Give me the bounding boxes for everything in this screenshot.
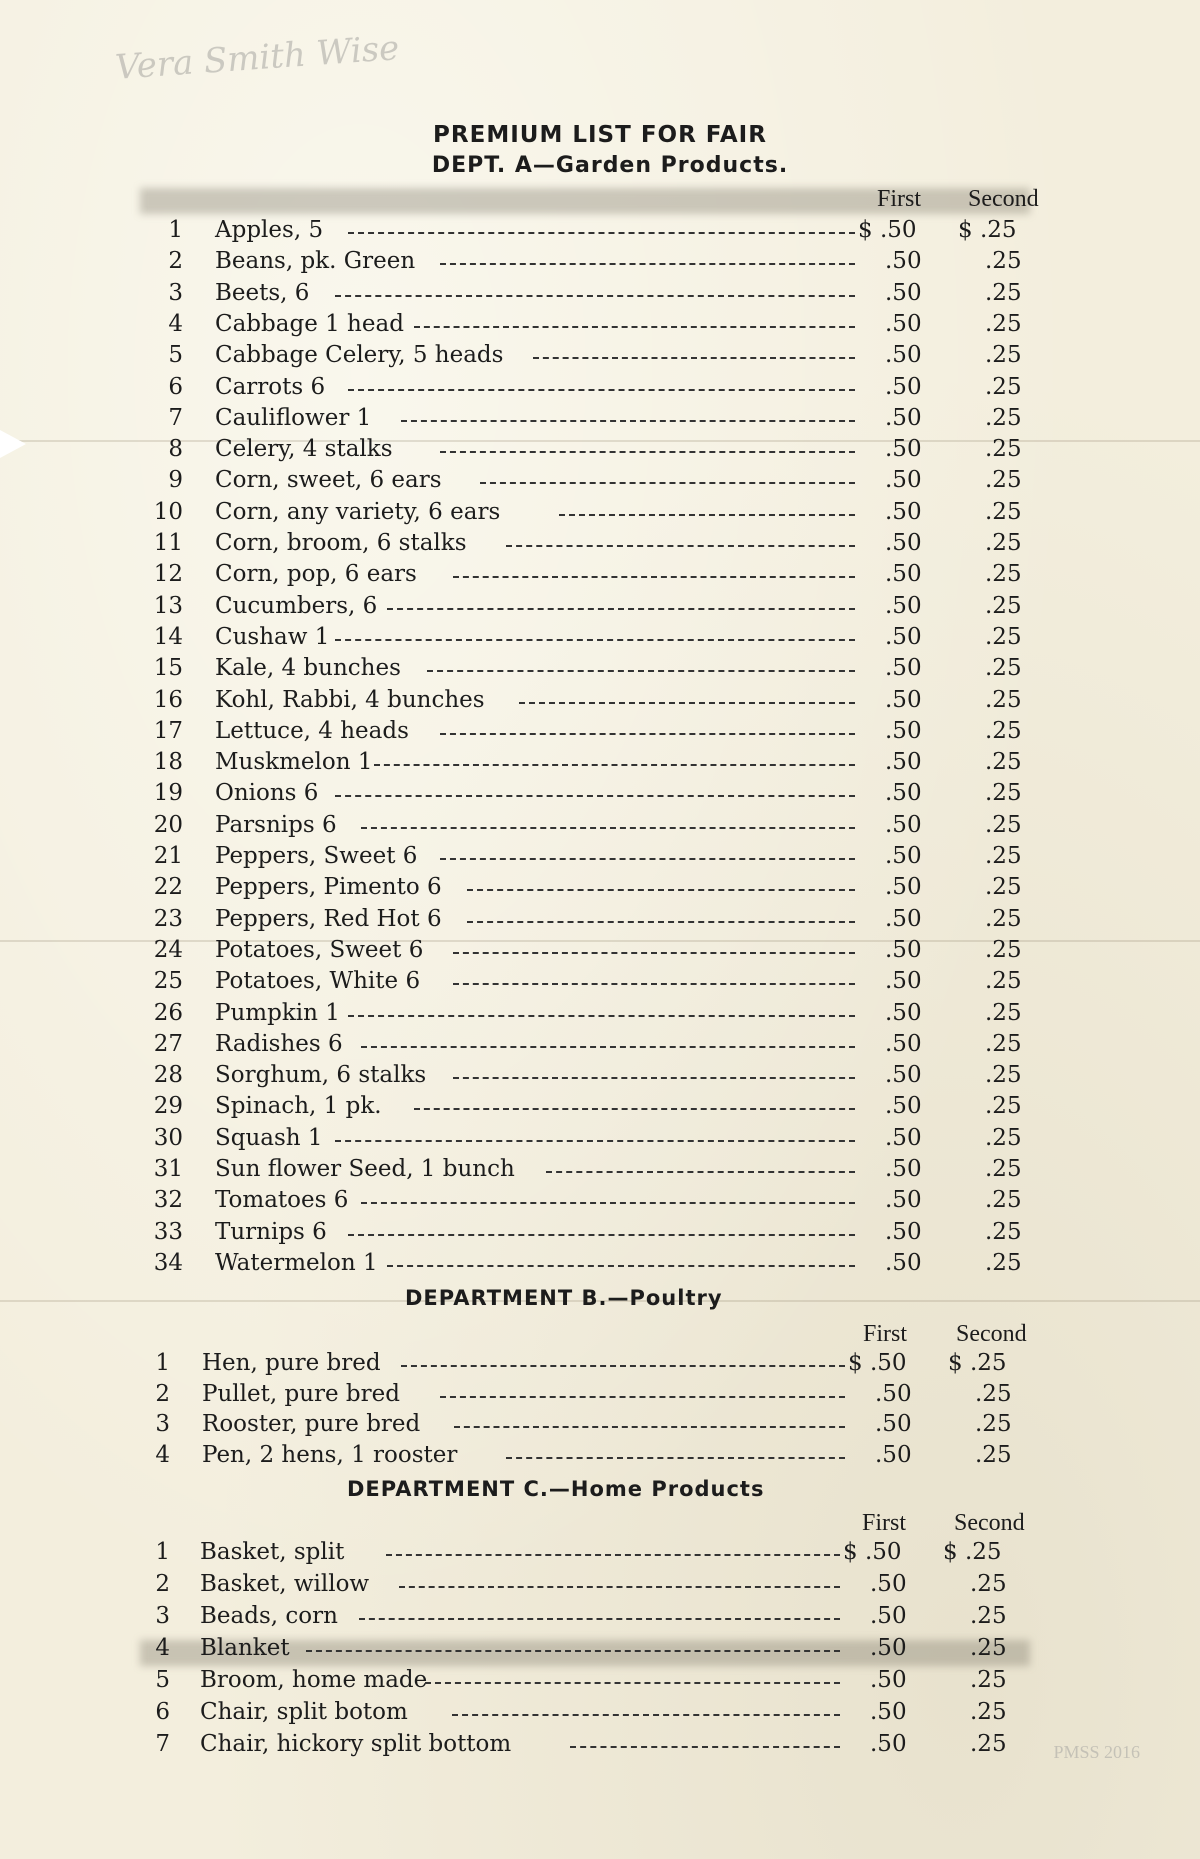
list-item [0, 528, 1200, 558]
item-number: 1 [155, 1539, 170, 1565]
dotted-leader [454, 1426, 845, 1428]
first-prize-value: .50 [885, 749, 922, 776]
second-prize-value: .25 [985, 404, 1022, 431]
second-prize-value: .25 [985, 874, 1022, 901]
first-prize-value: .50 [885, 1124, 922, 1151]
second-prize-value: .25 [975, 1380, 1012, 1407]
dotted-leader [467, 889, 855, 891]
dotted-leader [414, 326, 855, 328]
item-name: Pumpkin 1 [215, 999, 340, 1026]
first-prize-value: .50 [885, 1062, 922, 1089]
item-number: 27 [153, 1030, 183, 1057]
item-name: Rooster, pure bred [202, 1411, 421, 1437]
item-number: 24 [153, 936, 183, 963]
list-item [0, 372, 1200, 402]
item-number: 25 [153, 968, 183, 995]
list-item [0, 340, 1200, 370]
item-name: Watermelon 1 [215, 1249, 378, 1276]
first-prize-value: .50 [885, 342, 922, 369]
item-number: 26 [153, 999, 183, 1026]
item-name: Cushaw 1 [215, 623, 330, 650]
second-prize-value: .25 [985, 999, 1022, 1026]
second-prize-value: .25 [985, 811, 1022, 838]
dotted-leader [519, 702, 855, 704]
second-prize-value: .25 [970, 1571, 1007, 1597]
first-prize-value: .50 [885, 561, 922, 588]
list-item [0, 1697, 1200, 1727]
item-name: Cabbage Celery, 5 heads [215, 342, 504, 369]
item-name: Apples, 5 [215, 217, 324, 243]
dotted-leader [401, 420, 855, 422]
second-prize-value: .25 [985, 655, 1022, 682]
list-item [0, 1217, 1200, 1247]
first-prize-value: .50 [885, 686, 922, 713]
item-name: Cabbage 1 head [215, 310, 404, 337]
dept-c-second-header: Second [954, 1510, 1025, 1536]
item-name: Tomatoes 6 [215, 1187, 349, 1214]
list-item [0, 747, 1200, 777]
second-prize-value: .25 [985, 436, 1022, 463]
item-number: 10 [153, 498, 183, 525]
second-prize-value: $ .25 [958, 217, 1017, 243]
second-prize-value: .25 [985, 592, 1022, 619]
dotted-leader [359, 1618, 840, 1620]
item-number: 18 [153, 749, 183, 776]
list-item [0, 465, 1200, 495]
first-prize-value: .50 [885, 843, 922, 869]
dotted-leader [506, 1457, 845, 1459]
first-prize-value: .50 [885, 1093, 922, 1120]
second-prize-value: .25 [970, 1635, 1007, 1661]
first-prize-value: .50 [885, 1156, 922, 1182]
second-prize-value: .25 [985, 1218, 1022, 1245]
item-number: 30 [153, 1124, 183, 1151]
item-number: 2 [168, 248, 183, 275]
handwritten-signature: Vera Smith Wise [113, 28, 401, 88]
dept-a-heading: DEPT. A—Garden Products. [431, 153, 789, 178]
first-prize-value: .50 [885, 1030, 922, 1057]
item-name: Kohl, Rabbi, 4 bunches [215, 686, 485, 713]
second-prize-value: .25 [970, 1603, 1007, 1629]
second-prize-value: .25 [985, 905, 1022, 932]
item-name: Corn, pop, 6 ears [215, 561, 417, 588]
list-item [0, 403, 1200, 433]
dotted-leader [440, 263, 855, 265]
second-prize-value: .25 [975, 1441, 1012, 1468]
list-item [0, 309, 1200, 339]
item-number: 3 [155, 1603, 170, 1629]
second-prize-value: .25 [985, 373, 1022, 400]
list-item [0, 653, 1200, 683]
first-prize-value: .50 [885, 717, 922, 744]
list-item [0, 1601, 1200, 1631]
dotted-leader [570, 1746, 840, 1748]
item-number: 13 [153, 592, 183, 619]
item-number: 31 [153, 1156, 183, 1182]
item-name: Onions 6 [215, 780, 319, 807]
second-prize-value: .25 [970, 1667, 1007, 1693]
first-prize-value: .50 [885, 436, 922, 463]
second-prize-value: .25 [985, 561, 1022, 588]
first-prize-value: .50 [870, 1731, 907, 1757]
item-name: Peppers, Red Hot 6 [215, 905, 442, 932]
list-item [0, 1633, 1200, 1663]
first-prize-value: .50 [875, 1380, 912, 1407]
item-number: 4 [168, 310, 183, 337]
first-prize-value: .50 [885, 623, 922, 650]
item-number: 2 [155, 1380, 170, 1407]
first-prize-value: .50 [885, 1218, 922, 1245]
dotted-leader [361, 1202, 855, 1204]
item-name: Hen, pure bred [202, 1350, 381, 1376]
list-item [0, 1248, 1200, 1278]
first-prize-value: .50 [885, 874, 922, 901]
item-number: 7 [168, 404, 183, 431]
first-prize-value: .50 [885, 592, 922, 619]
list-item [0, 1185, 1200, 1215]
dept-c-heading: DEPARTMENT C.—Home Products [347, 1477, 765, 1501]
item-number: 17 [153, 717, 183, 744]
item-name: Sorghum, 6 stalks [215, 1062, 427, 1089]
first-prize-value: .50 [885, 999, 922, 1026]
dotted-leader [440, 451, 855, 453]
dotted-leader [440, 1396, 845, 1398]
first-prize-value: .50 [885, 310, 922, 337]
item-name: Potatoes, Sweet 6 [215, 936, 424, 963]
dotted-leader [533, 357, 855, 359]
second-prize-value: .25 [985, 623, 1022, 650]
second-prize-value: .25 [985, 843, 1022, 869]
dotted-leader [452, 1714, 840, 1716]
item-number: 33 [153, 1218, 183, 1245]
list-item [0, 1409, 1200, 1439]
item-name: Beans, pk. Green [215, 248, 416, 275]
item-number: 15 [153, 655, 183, 682]
item-name: Squash 1 [215, 1124, 323, 1151]
first-prize-value: .50 [870, 1571, 907, 1597]
second-prize-value: .25 [970, 1699, 1007, 1725]
first-prize-value: .50 [885, 968, 922, 995]
list-item [0, 935, 1200, 965]
item-number: 4 [155, 1635, 170, 1661]
second-prize-value: .25 [985, 936, 1022, 963]
item-number: 11 [153, 530, 183, 556]
dotted-leader [348, 232, 855, 234]
dotted-leader [387, 608, 855, 610]
item-number: 8 [168, 436, 183, 463]
page-title: PREMIUM LIST FOR FAIR [433, 122, 767, 148]
item-number: 3 [168, 279, 183, 306]
list-item [0, 497, 1200, 527]
first-prize-value: .50 [885, 780, 922, 807]
list-item [0, 810, 1200, 840]
list-item [0, 1123, 1200, 1153]
second-prize-value: .25 [985, 310, 1022, 337]
second-prize-value: .25 [985, 1093, 1022, 1120]
dotted-leader [414, 1108, 855, 1110]
dotted-leader [348, 389, 855, 391]
dotted-leader [427, 670, 855, 672]
second-prize-value: .25 [985, 1156, 1022, 1182]
first-prize-value: $ .50 [843, 1539, 902, 1565]
dotted-leader [361, 827, 855, 829]
item-name: Muskmelon 1 [215, 749, 373, 776]
item-number: 28 [153, 1062, 183, 1089]
second-prize-value: .25 [985, 279, 1022, 306]
item-name: Lettuce, 4 heads [215, 717, 409, 744]
first-prize-value: .50 [885, 373, 922, 400]
item-number: 5 [168, 342, 183, 369]
dotted-leader [453, 952, 855, 954]
item-name: Pen, 2 hens, 1 rooster [202, 1441, 458, 1468]
second-prize-value: .25 [985, 1030, 1022, 1057]
first-prize-value: .50 [870, 1603, 907, 1629]
dotted-leader [453, 576, 855, 578]
item-name: Radishes 6 [215, 1030, 343, 1057]
first-prize-value: .50 [875, 1441, 912, 1468]
first-prize-value: .50 [885, 905, 922, 932]
list-item [0, 778, 1200, 808]
item-name: Cauliflower 1 [215, 404, 372, 431]
item-number: 20 [153, 811, 183, 838]
list-item [0, 1665, 1200, 1695]
item-name: Turnips 6 [215, 1218, 327, 1245]
dotted-leader [335, 1140, 855, 1142]
second-prize-value: .25 [985, 749, 1022, 776]
list-item [0, 685, 1200, 715]
first-prize-value: .50 [870, 1635, 907, 1661]
list-item [0, 716, 1200, 746]
item-name: Peppers, Pimento 6 [215, 874, 442, 901]
item-name: Peppers, Sweet 6 [215, 843, 418, 869]
item-name: Chair, hickory split bottom [200, 1731, 512, 1757]
item-number: 12 [153, 561, 183, 588]
list-item [0, 1091, 1200, 1121]
item-name: Beets, 6 [215, 279, 310, 306]
item-name: Spinach, 1 pk. [215, 1093, 382, 1120]
first-prize-value: .50 [885, 936, 922, 963]
item-name: Corn, broom, 6 stalks [215, 530, 467, 556]
dotted-leader [374, 764, 855, 766]
dept-a-first-header: First [877, 186, 922, 212]
dotted-leader [453, 1077, 855, 1079]
first-prize-value: .50 [885, 467, 922, 494]
list-item [0, 591, 1200, 621]
dotted-leader [425, 1682, 840, 1684]
first-prize-value: .50 [870, 1699, 907, 1725]
item-number: 9 [168, 467, 183, 494]
first-prize-value: .50 [875, 1411, 912, 1437]
first-prize-value: .50 [885, 248, 922, 275]
second-prize-value: .25 [985, 498, 1022, 525]
dotted-leader [453, 983, 855, 985]
archive-stamp: PMSS 2016 [1053, 1742, 1140, 1762]
list-item [0, 434, 1200, 464]
second-prize-value: .25 [985, 1062, 1022, 1089]
item-number: 29 [153, 1093, 183, 1120]
item-number: 19 [153, 780, 183, 807]
item-name: Kale, 4 bunches [215, 655, 401, 682]
first-prize-value: .50 [885, 655, 922, 682]
dept-b-second-header: Second [956, 1321, 1027, 1347]
second-prize-value: .25 [985, 1124, 1022, 1151]
second-prize-value: .25 [975, 1411, 1012, 1437]
item-name: Cucumbers, 6 [215, 592, 378, 619]
list-item [0, 1379, 1200, 1409]
first-prize-value: .50 [885, 404, 922, 431]
item-number: 1 [155, 1350, 170, 1376]
item-name: Basket, willow [200, 1571, 370, 1597]
item-number: 21 [153, 843, 183, 869]
list-item [0, 1569, 1200, 1599]
item-name: Sun flower Seed, 1 bunch [215, 1156, 515, 1182]
list-item [0, 246, 1200, 276]
first-prize-value: .50 [885, 811, 922, 838]
item-number: 14 [153, 623, 183, 650]
dotted-leader [361, 1046, 855, 1048]
item-name: Carrots 6 [215, 373, 326, 400]
list-item [0, 1060, 1200, 1090]
list-item [0, 998, 1200, 1028]
item-name: Pullet, pure bred [202, 1380, 400, 1407]
second-prize-value: .25 [985, 530, 1022, 556]
item-number: 3 [155, 1411, 170, 1437]
list-item [0, 872, 1200, 902]
dotted-leader [399, 1586, 840, 1588]
first-prize-value: $ .50 [848, 1350, 907, 1376]
dotted-leader [440, 858, 855, 860]
list-item [0, 1029, 1200, 1059]
second-prize-value: .25 [985, 248, 1022, 275]
item-name: Potatoes, White 6 [215, 968, 421, 995]
item-number: 32 [153, 1187, 183, 1214]
second-prize-value: .25 [985, 968, 1022, 995]
list-item [0, 1537, 1200, 1567]
item-name: Basket, split [200, 1539, 345, 1565]
item-number: 22 [153, 874, 183, 901]
first-prize-value: .50 [870, 1667, 907, 1693]
dotted-leader [335, 639, 855, 641]
item-number: 34 [153, 1249, 183, 1276]
second-prize-value: .25 [970, 1731, 1007, 1757]
item-number: 7 [155, 1731, 170, 1757]
item-number: 6 [155, 1699, 170, 1725]
item-name: Corn, sweet, 6 ears [215, 467, 442, 494]
list-item [0, 966, 1200, 996]
second-prize-value: .25 [985, 342, 1022, 369]
dotted-leader [546, 1171, 855, 1173]
dotted-leader [506, 545, 855, 547]
dotted-leader [348, 1015, 855, 1017]
item-name: Corn, any variety, 6 ears [215, 498, 501, 525]
first-prize-value: .50 [885, 279, 922, 306]
list-item [0, 1154, 1200, 1184]
dotted-leader [335, 295, 855, 297]
dotted-leader [401, 1365, 845, 1367]
item-name: Blanket [200, 1635, 290, 1661]
second-prize-value: .25 [985, 1187, 1022, 1214]
second-prize-value: .25 [985, 686, 1022, 713]
item-number: 1 [168, 217, 183, 243]
item-number: 6 [168, 373, 183, 400]
item-number: 4 [155, 1441, 170, 1468]
list-item [0, 1348, 1200, 1378]
first-prize-value: .50 [885, 530, 922, 556]
second-prize-value: .25 [985, 467, 1022, 494]
list-item [0, 559, 1200, 589]
list-item [0, 1440, 1200, 1470]
list-item [0, 904, 1200, 934]
second-prize-value: $ .25 [943, 1539, 1002, 1565]
item-name: Celery, 4 stalks [215, 436, 393, 463]
dotted-leader [440, 733, 855, 735]
dotted-leader [348, 1234, 855, 1236]
list-item [0, 1729, 1200, 1759]
first-prize-value: .50 [885, 1249, 922, 1276]
dotted-leader [335, 795, 855, 797]
first-prize-value: .50 [885, 498, 922, 525]
item-number: 23 [153, 905, 183, 932]
item-name: Broom, home made [200, 1667, 428, 1693]
list-item [0, 215, 1200, 245]
dept-b-heading: DEPARTMENT B.—Poultry [405, 1286, 723, 1310]
item-number: 5 [155, 1667, 170, 1693]
list-item [0, 841, 1200, 871]
dept-a-second-header: Second [968, 186, 1039, 212]
item-name: Chair, split botom [200, 1699, 408, 1725]
dotted-leader [467, 921, 855, 923]
second-prize-value: .25 [985, 1249, 1022, 1276]
dotted-leader [387, 1265, 855, 1267]
dotted-leader [386, 1554, 840, 1556]
second-prize-value: $ .25 [948, 1350, 1007, 1376]
item-name: Beads, corn [200, 1603, 338, 1629]
item-name: Parsnips 6 [215, 811, 337, 838]
dotted-leader [480, 482, 855, 484]
first-prize-value: .50 [885, 1187, 922, 1214]
item-number: 2 [155, 1571, 170, 1597]
item-number: 16 [153, 686, 183, 713]
list-item [0, 622, 1200, 652]
first-prize-value: $ .50 [858, 217, 917, 243]
dotted-leader [306, 1650, 840, 1652]
dept-c-first-header: First [862, 1510, 907, 1536]
second-prize-value: .25 [985, 780, 1022, 807]
list-item [0, 278, 1200, 308]
second-prize-value: .25 [985, 717, 1022, 744]
dotted-leader [559, 514, 855, 516]
dept-b-first-header: First [863, 1321, 908, 1347]
